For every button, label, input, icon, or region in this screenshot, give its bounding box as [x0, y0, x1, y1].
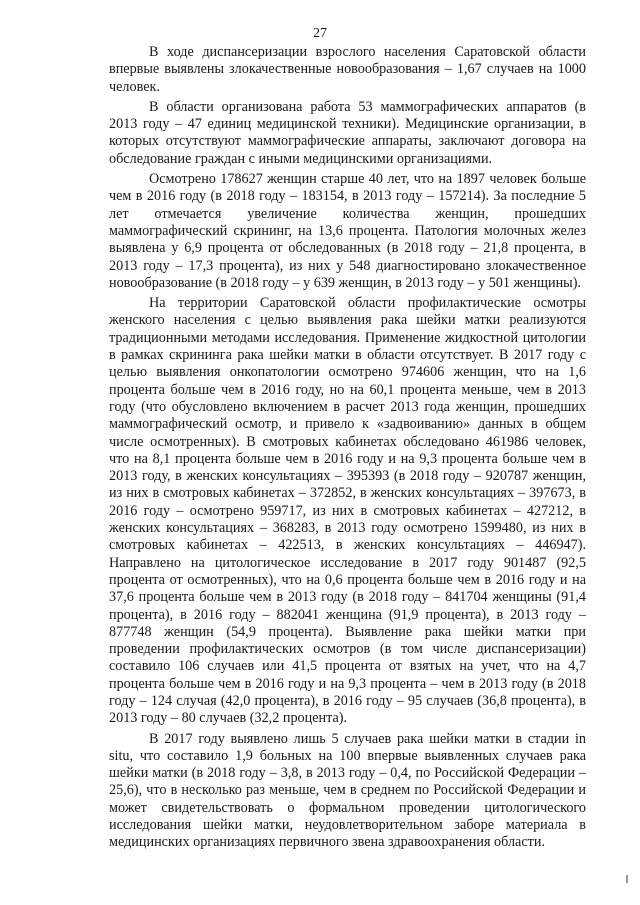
paragraph-mammography-equipment: В области организована работа 53 маммографических аппаратов (в 2013 году – 47 единиц медицинской техники). Медицинские организации, в которых отсутствуют маммографические аппараты, заключают договора на обследование граждан с иными медицинскими организациями. — [109, 98, 586, 167]
body-text — [109, 44, 586, 855]
paragraph-mammography-screening: Осмотрено 178627 женщин старше 40 лет, что на 1897 человек больше чем в 2016 году (в 2018 году – 183154, в 2013 году – 157214). За последние 5 лет отмечается увеличение количества женщин, прошедших маммографический скрининг, на 13,6 процента. Патология молочных желез выявлена у 6,9 процента от обследованных (в 2018 году – 21,8 процента, в 2013 году – 17,3 процента), из них у 548 диагностировано злокачественное новообразование (в 2018 году – у 639 женщин, в 2013 году – у 501 женщины). — [109, 171, 586, 291]
paragraph-in-situ-cases: В 2017 году выявлено лишь 5 случаев рака шейки матки в стадии in situ, что составило 1,9 больных на 100 впервые выявленных случаев рака шейки матки (в 2018 году – 3,8, в 2013 году – 0,4, по Российской Федерации – 25,6), что в несколько раз меньше, чем в среднем по Российской Федерации и может свидетельствовать о формальном проведении цитологического исследования шейки матки, неудовлетворительном заборе материала в медицинских организациях первичного звена здравоохранения области. — [109, 730, 586, 851]
paragraph-cervical-screening: На территории Саратовской области профилактические осмотры женского населения с целью выявления рака шейки матки реализуются традиционными методами исследования. Применение жидкостной цитологии в рамках скрининга рака шейки матки в области отсутствует. В 2017 году с целью выявления онкопатологии осмотрено 974606 женщин, что на 1,6 процента больше чем в 2016 году, но на 60,1 процента меньше, чем в 2013 году (что обусловлено включением в расчет 2013 года женщин, прошедших маммографический осмотр, и привело к «задвоиванию» данных в общем числе осмотренных). В смотровых кабинетах обследовано 461986 человек, что на 8,1 процента больше чем в 2016 году и на 9,3 процента больше чем в 2013 году, в женских консультациях – 395393 (в 2018 году – 920787 женщин, из них в смотровых кабинетах – 372852, в женских консультациях – 397673, в 2016 году – осмотрено 959717, из них в смотровых кабинетах – 427212, в женских консультациях – 368283, в 2013 году осмотрено 1599480, из них в смотровых кабинетах – 422513, в женских консультациях – 446947). Направлено на цитологическое исследование в 2017 году 901487 (92,5 процента от осмотренных), что на 0,6 процента больше чем в 2016 году и на 37,6 процента больше чем в 2013 году (в 2018 году – 841704 женщины (91,4 процента), в 2016 году – 882041 женщина (91,9 процента), в 2013 году – 877748 женщин (54,9 процента). Выявление рака шейки матки при проведении профилактических осмотров (в том числе диспансеризации) составило 106 случаев или 41,5 процента от взятых на учет, что на 4,7 процента больше чем в 2016 году и на 9,3 процента – чем в 2013 году (в 2018 году – 124 случая (42,0 процента), в 2016 году – 95 случаев (36,8 процента), в 2013 году – 80 случаев (32,2 процента). — [109, 295, 586, 727]
page-number: 27 — [313, 26, 327, 41]
scan-mark — [626, 875, 628, 883]
paragraph-screening-results: В ходе диспансеризации взрослого населения Саратовской области впервые выявлены злокачественные новообразования – 1,67 случаев на 1000 человек. — [109, 44, 586, 95]
